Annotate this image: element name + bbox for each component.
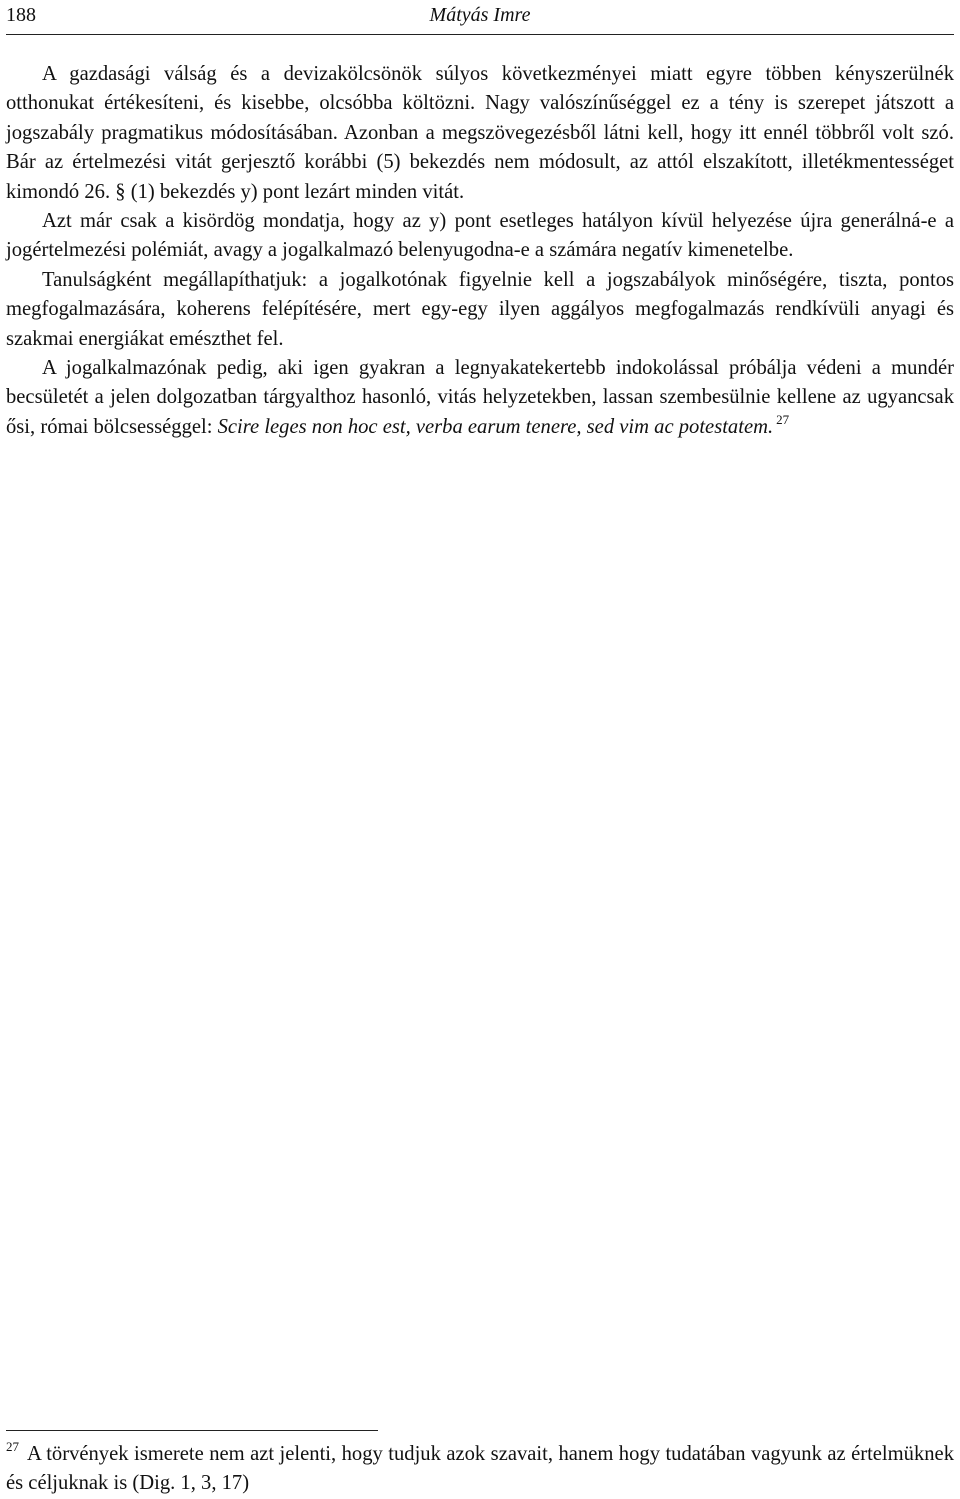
footnote-text: A törvények ismerete nem azt jelenti, hogy tudjuk azok szavait, hanem hogy tudatában vagyunk az értelmüknek és céljuknak is (Dig. 1, 3, 17)	[6, 1443, 954, 1494]
body-text	[6, 52, 954, 442]
paragraph-3: Tanulságként megállapíthatjuk: a jogalkotónak figyelnie kell a jogszabályok minőségére, tiszta, pontos megfogalmazására, koherens felépítésére, mert egy-egy ilyen aggályos megfogalmazás rendkívüli anyagi és szakmai energiákat emészthet fel.	[6, 268, 954, 350]
page-header	[6, 0, 954, 35]
paragraph-4-text: A jogalkalmazónak pedig, aki igen gyakran a legnyakatekertebb indokolással próbálja védeni a mundér becsületét a jelen dolgozatban tárgyalthoz hasonló, vitás helyzetekben, lassan szembesülnie kellene az ugyancsak ősi, római bölcsességgel:	[6, 357, 954, 438]
footnote-separator	[6, 1430, 378, 1431]
footnote-reference[interactable]: 27	[776, 411, 790, 427]
paragraph-1: A gazdasági válság és a devizakölcsönök súlyos következményei miatt egyre többen kényszerülnék otthonukat értékesíteni, és kisebbe, olcsóbba költözni. Nagy valószínűséggel ez a tény is szerepet játszott a jogszabály pragmatikus módosításában. Azonban a megszövegezésből látni kell, hogy itt ennél többről volt szó. Bár az értelmezési vitát gerjesztő korábbi (5) bekezdés nem módosult, az attól elszakított, illetékmentességet kimondó 26. § (1) bekezdés y) pont lezárt minden vitát.	[6, 63, 954, 203]
footnote-number: 27	[6, 1439, 19, 1454]
latin-quote: Scire leges non hoc est, verba earum tenere, sed vim ac potestatem.	[217, 415, 774, 438]
footnote	[6, 1440, 954, 1498]
paragraph-4	[6, 354, 954, 442]
running-head-author: Mátyás Imre	[429, 4, 531, 26]
page-number: 188	[6, 4, 36, 26]
paragraph-2: Azt már csak a kisördög mondatja, hogy az y) pont esetleges hatályon kívül helyezése újra generálná-e a jogértelmezési polémiát, avagy a jogalkalmazó belenyugodna-e a számára negatív kimenetelbe.	[6, 210, 954, 262]
